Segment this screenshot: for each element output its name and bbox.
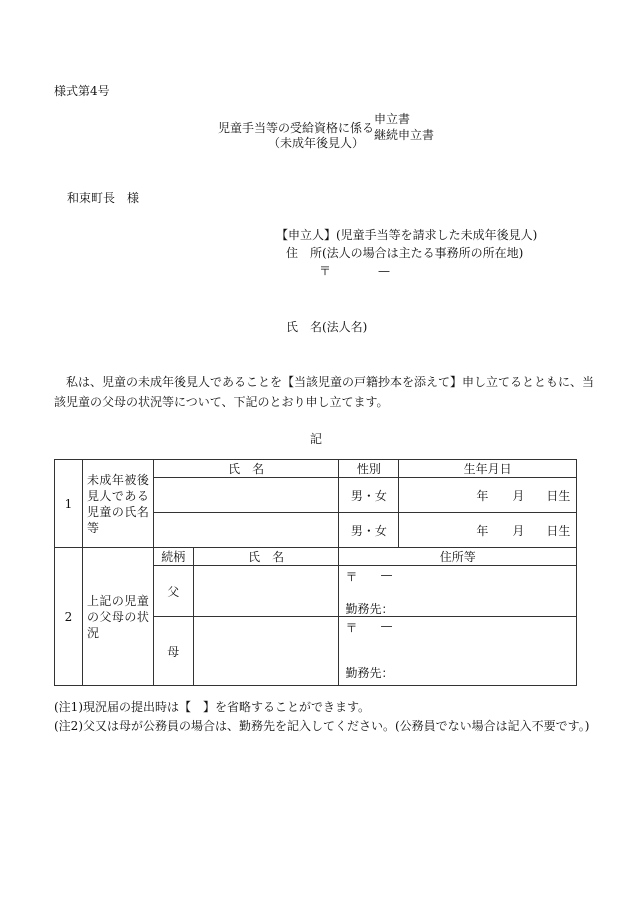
- child1-day-label: 日生: [546, 489, 571, 503]
- table-row: [55, 548, 577, 566]
- relation-father: 父: [153, 566, 193, 617]
- title-option-statement: 申立書: [374, 112, 411, 126]
- child2-day-label: 日生: [546, 524, 571, 538]
- ki-heading: 記: [310, 432, 323, 446]
- father-postal-dash: —: [380, 568, 393, 582]
- applicant-heading: 【申立人】(児童手当等を請求した未成年後見人): [276, 228, 538, 242]
- mother-postal-dash: —: [380, 619, 393, 633]
- col-header-child-name: 氏 名: [153, 460, 339, 478]
- mother-workplace-label: 勤務先：: [345, 666, 394, 680]
- body-text-line2: 該児童の父母の状況等について、下記のとおり申し立てます。: [54, 395, 389, 409]
- mother-address-field[interactable]: [339, 617, 577, 686]
- child1-gender-field[interactable]: 男・女: [339, 478, 399, 513]
- statement-table: [54, 459, 577, 686]
- father-postal-mark: 〒: [345, 570, 358, 584]
- mother-postal-mark: 〒: [345, 621, 358, 635]
- form-number: 様式第4号: [54, 84, 110, 98]
- col-header-relation: 続柄: [153, 548, 193, 566]
- applicant-postal-mark: 〒: [319, 264, 332, 278]
- applicant-address-label: 住 所(法人の場合は主たる事務所の所在地): [286, 246, 524, 260]
- table-row: [55, 460, 577, 478]
- row2-number: 2: [55, 548, 83, 686]
- father-name-field[interactable]: [193, 566, 339, 617]
- applicant-postal-dash: —: [378, 264, 390, 278]
- title-sub: （未成年後見人）: [268, 136, 365, 150]
- child2-birthdate-field[interactable]: [399, 513, 577, 548]
- row2-label: 上記の児童の父母の状況: [82, 548, 153, 686]
- col-header-gender: 性別: [339, 460, 399, 478]
- body-text-line1: 私は、児童の未成年後見人であることを【当該児童の戸籍抄本を添えて】申し立てるとともに、当: [66, 375, 595, 389]
- child2-name-field[interactable]: [153, 513, 339, 548]
- child1-name-field[interactable]: [153, 478, 339, 513]
- title-option-continuing-statement: 継続申立書: [374, 128, 435, 142]
- col-header-address: 住所等: [339, 548, 577, 566]
- col-header-birthdate: 生年月日: [399, 460, 577, 478]
- note-1: (注1)現況届の提出時は【 】を省略することができます。: [54, 700, 371, 714]
- addressee: 和束町長 様: [67, 191, 140, 205]
- col-header-parent-name: 氏 名: [193, 548, 339, 566]
- applicant-name-label: 氏 名(法人名): [286, 320, 368, 334]
- note-2: (注2)父又は母が公務員の場合は、勤務先を記入してください。(公務員でない場合は記入不要です。): [54, 719, 590, 733]
- child1-year-label: 年: [476, 489, 489, 503]
- child2-year-label: 年: [476, 524, 489, 538]
- row1-label: 未成年被後見人である児童の氏名等: [82, 460, 153, 548]
- relation-mother: 母: [153, 617, 193, 686]
- title-main: 児童手当等の受給資格に係る: [218, 121, 375, 135]
- mother-name-field[interactable]: [193, 617, 339, 686]
- child1-month-label: 月: [512, 489, 525, 503]
- child2-gender-field[interactable]: 男・女: [339, 513, 399, 548]
- child1-birthdate-field[interactable]: [399, 478, 577, 513]
- child2-month-label: 月: [512, 524, 525, 538]
- row1-number: 1: [55, 460, 83, 548]
- father-address-field[interactable]: [339, 566, 577, 617]
- father-workplace-label: 勤務先：: [345, 602, 394, 616]
